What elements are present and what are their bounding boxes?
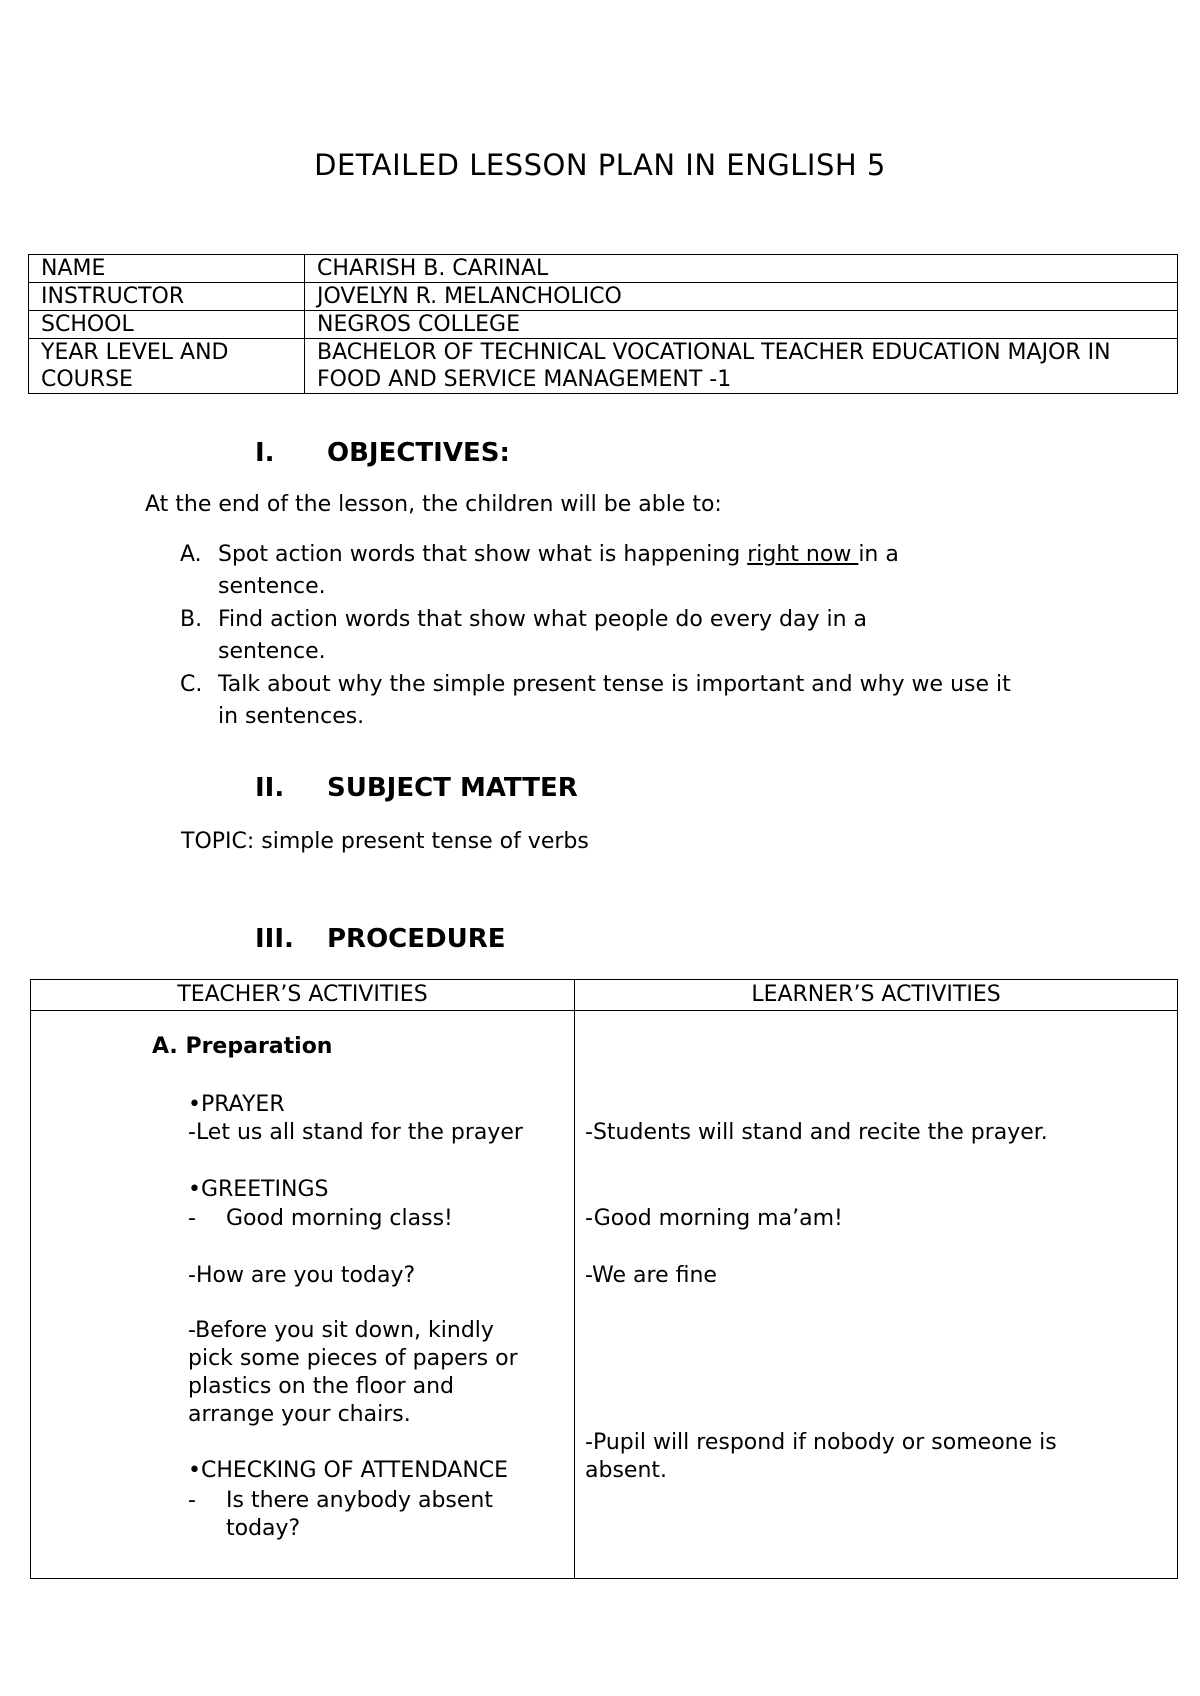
year-label: YEAR LEVEL AND COURSE <box>29 339 305 394</box>
how-teacher: -How are you today? <box>188 1263 416 1288</box>
absent-line-1: Is there anybody absent <box>226 1488 493 1513</box>
attendance-label: •CHECKING OF ATTENDANCE <box>188 1458 509 1483</box>
objectives-title: OBJECTIVES: <box>327 438 510 468</box>
instructor-label: INSTRUCTOR <box>29 283 305 311</box>
subject-title: SUBJECT MATTER <box>327 773 578 803</box>
school-value: NEGROS COLLEGE <box>305 311 1178 339</box>
objective-c-text: Talk about why the simple present tense is important and why we use it in sentences. <box>218 672 1011 729</box>
sit-line-1: -Before you sit down, kindly <box>188 1318 494 1343</box>
how-learner: -We are fine <box>585 1263 717 1288</box>
absent-line-2: today? <box>226 1516 301 1541</box>
absent-learner-line-1: -Pupil will respond if nobody or someone is <box>585 1430 1057 1455</box>
objective-b-text: Find action words that show what people do every day in a sentence. <box>218 607 867 664</box>
table-row <box>31 1011 1178 1579</box>
sit-line-2: pick some pieces of papers or <box>188 1346 518 1371</box>
info-table <box>28 254 1178 394</box>
year-value: BACHELOR OF TECHNICAL VOCATIONAL TEACHER EDUCATION MAJOR IN FOOD AND SERVICE MANAGEMENT -1 <box>305 339 1178 394</box>
name-value: CHARISH B. CARINAL <box>305 255 1178 283</box>
procedure-table <box>30 979 1178 1579</box>
objective-a-underlined: right now <box>747 542 859 567</box>
objective-a-text: Spot action words that show what is happening <box>218 542 748 567</box>
school-label: SCHOOL <box>29 311 305 339</box>
learner-activities-cell <box>575 1011 1178 1579</box>
objective-a-letter: A. <box>180 542 202 567</box>
table-row <box>29 255 1178 283</box>
sit-line-4: arrange your chairs. <box>188 1402 411 1427</box>
objectives-heading <box>255 438 510 468</box>
teacher-activities-header: TEACHER’S ACTIVITIES <box>31 980 575 1011</box>
procedure-title: PROCEDURE <box>327 924 506 954</box>
subject-heading <box>255 773 578 803</box>
learner-activities-header: LEARNER’S ACTIVITIES <box>575 980 1178 1011</box>
objective-b-letter: B. <box>180 607 203 632</box>
table-header-row <box>31 980 1178 1011</box>
procedure-heading <box>255 924 506 954</box>
greet-teacher: Good morning class! <box>226 1206 453 1231</box>
procedure-number: III. <box>255 924 294 954</box>
name-label: NAME <box>29 255 305 283</box>
objectives-intro: At the end of the lesson, the children will be able to: <box>145 492 722 517</box>
table-row <box>29 311 1178 339</box>
greetings-label: •GREETINGS <box>188 1177 329 1202</box>
prayer-learner: -Students will stand and recite the prayer. <box>585 1120 1048 1145</box>
objective-c <box>180 669 1020 733</box>
topic-text: TOPIC: simple present tense of verbs <box>181 829 589 854</box>
preparation-heading: A. Preparation <box>152 1034 333 1059</box>
greet-learner: -Good morning ma’am! <box>585 1206 843 1231</box>
greet-dash: - <box>188 1206 196 1231</box>
sit-line-3: plastics on the floor and <box>188 1374 455 1399</box>
teacher-activities-cell <box>31 1011 575 1579</box>
objectives-number: I. <box>255 438 275 468</box>
objective-c-letter: C. <box>180 672 203 697</box>
prayer-label: •PRAYER <box>188 1092 285 1117</box>
absent-learner-line-2: absent. <box>585 1458 668 1483</box>
subject-number: II. <box>255 773 285 803</box>
absent-dash: - <box>188 1488 196 1513</box>
objective-a <box>180 539 1020 603</box>
objective-b <box>180 604 1020 668</box>
prayer-teacher: -Let us all stand for the prayer <box>188 1120 523 1145</box>
table-row <box>29 339 1178 394</box>
page-title: DETAILED LESSON PLAN IN ENGLISH 5 <box>314 148 886 182</box>
objective-a-text-end: in a sentence. <box>218 542 899 599</box>
instructor-value: JOVELYN R. MELANCHOLICO <box>305 283 1178 311</box>
table-row <box>29 283 1178 311</box>
